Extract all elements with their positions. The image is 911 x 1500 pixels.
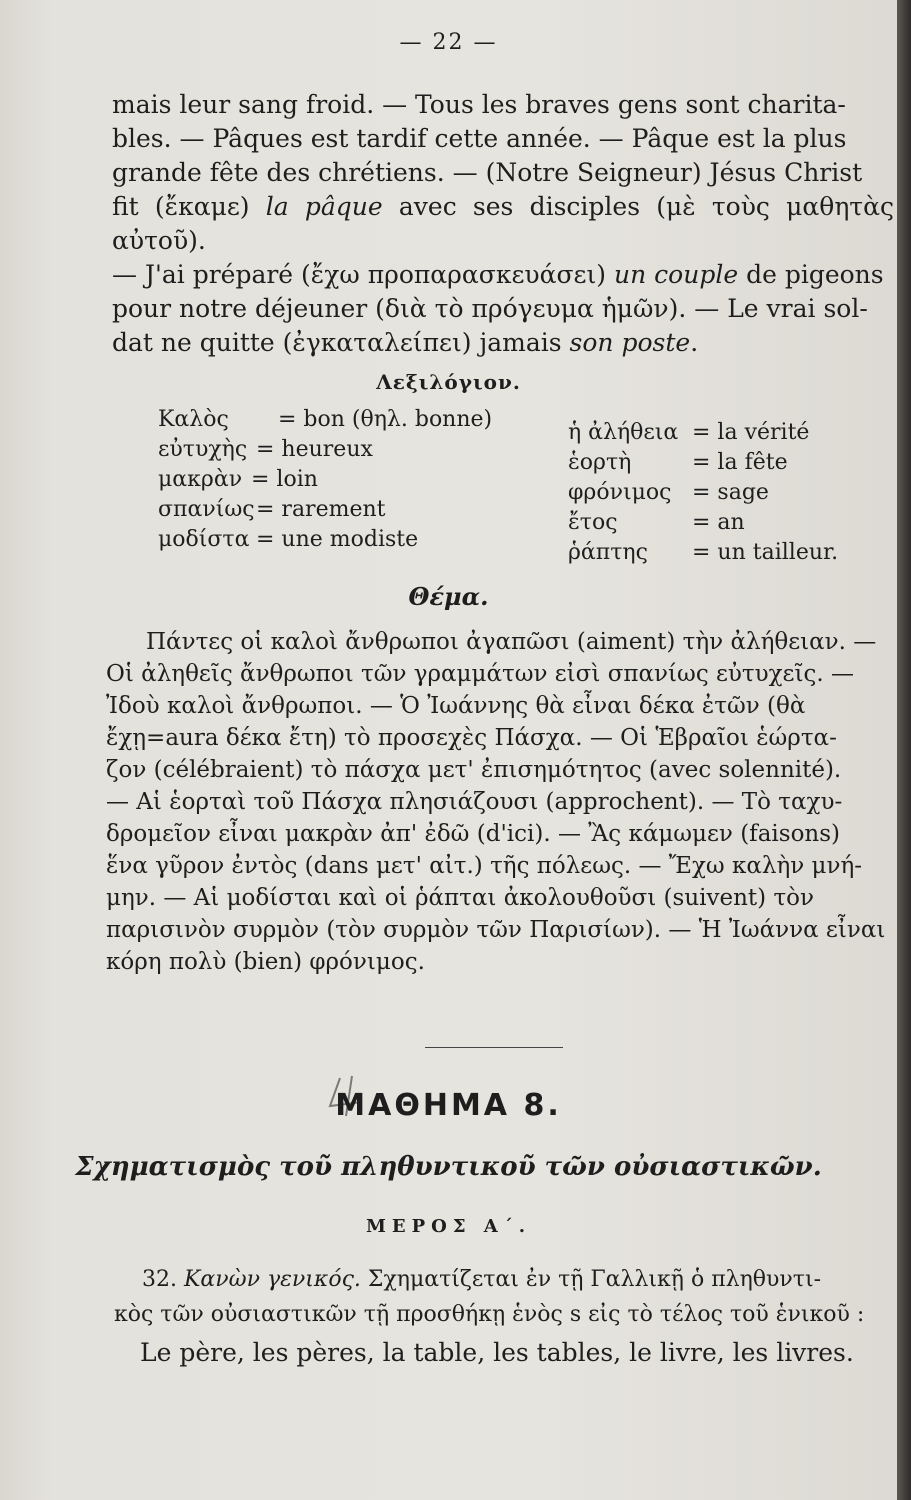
text-run: Σχηματίζεται ἐν τῇ Γαλλικῇ ὁ πληθυντι- bbox=[360, 1267, 822, 1292]
vocab-word: ῥάπτης bbox=[568, 540, 648, 565]
vocab-meaning: = bon (θηλ. bonne) bbox=[278, 407, 493, 432]
vocab-entry bbox=[568, 448, 838, 478]
vocab-entry bbox=[158, 435, 492, 465]
vocab-meaning: = la vérité bbox=[692, 420, 810, 445]
vocab-entry bbox=[568, 508, 838, 538]
lesson-title: ΜΑΘΗΜΑ 8. bbox=[335, 1088, 562, 1123]
exercise-line: μην. — Αἱ μοδίσται καὶ οἱ ῥάπται ἀκολουθοῦσι (suivent) τὸν bbox=[106, 885, 815, 911]
vocab-entry bbox=[158, 495, 492, 525]
vocab-entry bbox=[158, 405, 492, 435]
vocab-meaning: = an bbox=[692, 510, 745, 535]
vocab-meaning: = la fête bbox=[692, 450, 788, 475]
intro-line bbox=[112, 190, 894, 258]
exercise-line: — Αἱ ἑορταὶ τοῦ Πάσχα πλησιάζουσι (approchent). — Τὸ ταχυ- bbox=[106, 789, 843, 815]
rule-number: 32. bbox=[142, 1267, 177, 1292]
exercise-line: Οἱ ἀληθεῖς ἄνθρωποι τῶν γραμμάτων εἰσὶ σπανίως εὐτυχεῖς. — bbox=[106, 661, 854, 687]
intro-line bbox=[112, 258, 894, 292]
intro-line: grande fête des chrétiens. — (Notre Seigneur) Jésus Christ bbox=[112, 158, 863, 187]
vocab-meaning: = sage bbox=[692, 480, 769, 505]
intro-line: bles. — Pâques est tardif cette année. — Pâque est la plus bbox=[112, 124, 847, 153]
text-run: — J'ai préparé (ἔχω προπαρασκευάσει) bbox=[112, 260, 615, 289]
vocab-word: μοδίστα bbox=[158, 527, 250, 552]
text-run: fit (ἔκαμε) bbox=[112, 192, 266, 221]
vocab-entry bbox=[568, 538, 838, 568]
vocab-right-column bbox=[568, 418, 838, 568]
vocab-meaning: = un tailleur. bbox=[692, 540, 839, 565]
intro-line: pour notre déjeuner (διὰ τὸ πρόγευμα ἡμῶν). — Le vrai sol- bbox=[112, 294, 868, 323]
vocab-entry bbox=[158, 465, 492, 495]
vocab-meaning: = heureux bbox=[256, 437, 373, 462]
rule-line bbox=[114, 1262, 886, 1297]
page-number: — 22 — bbox=[399, 30, 498, 55]
part-heading: ΜΕΡΟΣ Α΄. bbox=[365, 1216, 532, 1237]
text-run: de pigeons bbox=[738, 260, 884, 289]
text-run: avec ses disciples (μὲ τοὺς μαθητὰς αὐτοῦ). bbox=[112, 192, 895, 255]
italic-phrase: son poste bbox=[569, 328, 691, 357]
exercise-paragraph bbox=[106, 626, 896, 978]
vocab-word: ἔτος bbox=[568, 510, 618, 535]
rule-name: Κανὼν γενικός. bbox=[184, 1267, 361, 1292]
rule-paragraph bbox=[114, 1262, 886, 1332]
exercise-line: δρομεῖον εἶναι μακρὰν ἀπ' ἐδῶ (d'ici). — Ἂς κάμωμεν (faisons) bbox=[106, 821, 841, 847]
exercise-line: ζον (célébraient) τὸ πάσχα μετ' ἐπισημότητος (avec solennité). bbox=[106, 757, 842, 783]
italic-phrase: un couple bbox=[614, 260, 739, 289]
exercise-line: κόρη πολὺ (bien) φρόνιμος. bbox=[106, 949, 425, 975]
vocab-word: Καλὸς bbox=[158, 407, 229, 432]
rule-line: κὸς τῶν οὐσιαστικῶν τῇ προσθήκῃ ἑνὸς s εἰς τὸ τέλος τοῦ ἑνικοῦ : bbox=[114, 1302, 865, 1327]
book-edge bbox=[897, 0, 911, 1500]
vocab-entry bbox=[568, 478, 838, 508]
vocab-left-column bbox=[158, 405, 492, 555]
exercise-line: ἕνα γῦρον ἐντὸς (dans μετ' αἰτ.) τῆς πόλεως. — Ἔχω καλὴν μνή- bbox=[106, 853, 863, 879]
text-run: dat ne quitte (ἐγκαταλείπει) jamais bbox=[112, 328, 570, 357]
example-sentence: Le père, les pères, la table, les tables, le livre, les livres. bbox=[140, 1338, 854, 1367]
vocab-word: σπανίως bbox=[158, 497, 255, 522]
exercise-line: ἔχῃ=aura δέκα ἔτη) τὸ προσεχὲς Πάσχα. — Οἱ Ἑβραῖοι ἑώρτα- bbox=[106, 725, 837, 751]
section-divider bbox=[425, 1047, 563, 1048]
exercise-heading: Θέμα. bbox=[408, 582, 489, 611]
vocab-meaning: = loin bbox=[251, 467, 318, 492]
intro-line: mais leur sang froid. — Tous les braves gens sont charita- bbox=[112, 90, 846, 119]
vocab-word: φρόνιμος bbox=[568, 480, 672, 505]
vocab-meaning: = rarement bbox=[256, 497, 386, 522]
vocab-word: ἑορτὴ bbox=[568, 450, 632, 475]
exercise-line: Ἰδοὺ καλοὶ ἄνθρωποι. — Ὁ Ἰωάννης θὰ εἶναι δέκα ἐτῶν (θὰ bbox=[106, 693, 806, 719]
vocab-meaning: = une modiste bbox=[256, 527, 419, 552]
vocab-word: μακρὰν bbox=[158, 467, 243, 492]
text-run: . bbox=[690, 328, 699, 357]
italic-phrase: la pâque bbox=[265, 192, 383, 221]
intro-paragraph bbox=[112, 88, 894, 360]
vocab-word: ἡ ἀλήθεια bbox=[568, 420, 679, 445]
lesson-subtitle: Σχηματισμὸς τοῦ πληθυντικοῦ τῶν οὐσιαστικῶν. bbox=[75, 1152, 822, 1182]
exercise-line: παρισινὸν συρμὸν (τὸν συρμὸν τῶν Παρισίων). — Ἡ Ἰωάννα εἶναι bbox=[106, 917, 886, 943]
vocab-entry bbox=[158, 525, 492, 555]
vocab-word: εὐτυχὴς bbox=[158, 437, 248, 462]
vocab-entry bbox=[568, 418, 838, 448]
exercise-line: Πάντες οἱ καλοὶ ἄνθρωποι ἀγαπῶσι (aiment) τὴν ἀλήθειαν. — bbox=[146, 629, 877, 655]
vocab-heading: Λεξιλόγιον. bbox=[376, 370, 521, 394]
intro-line bbox=[112, 326, 894, 360]
